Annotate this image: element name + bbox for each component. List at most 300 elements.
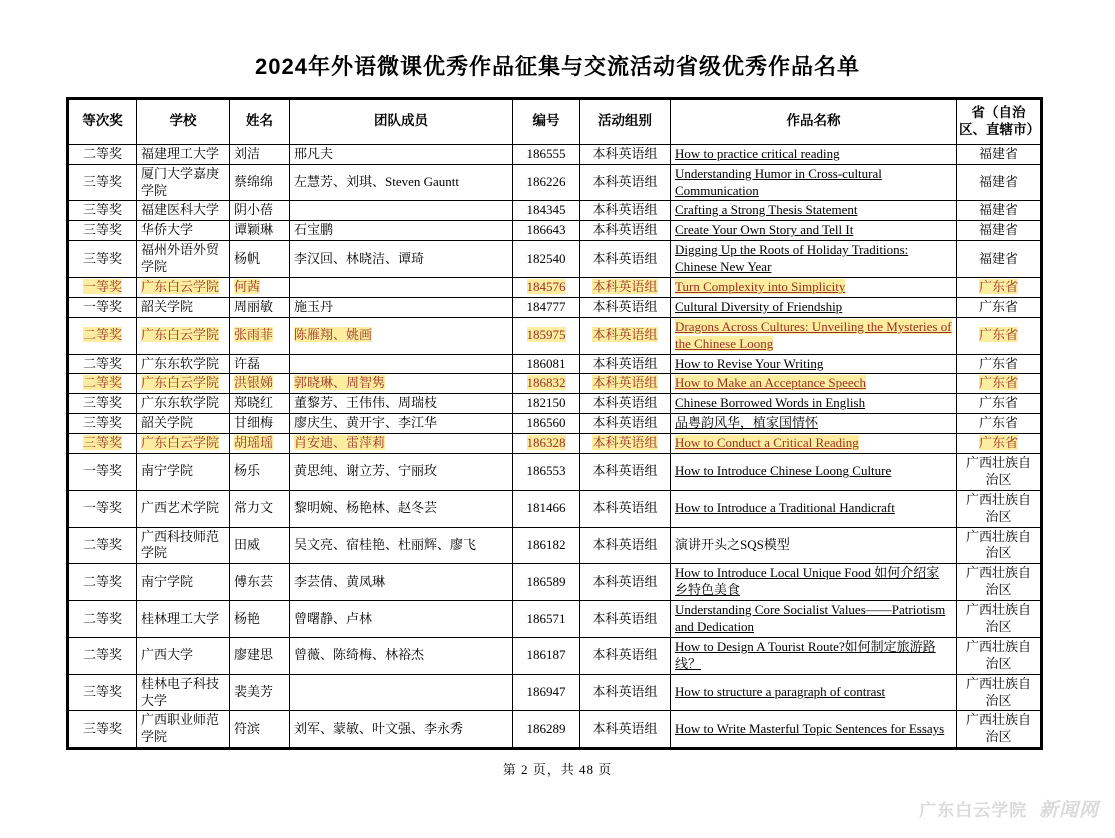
cell-group [580,564,671,601]
cell-work [671,674,957,711]
cell-school [137,241,230,278]
cell-text: 二等奖 [82,537,122,552]
work-title-text: 品粤韵风华，植家国情怀 [675,415,819,431]
cell-id [513,711,580,749]
cell-team [290,490,513,527]
work-title-text: How to Introduce a Traditional Handicraft [675,500,895,516]
cell-group [580,317,671,354]
cell-work [671,414,957,434]
cell-id [513,164,580,201]
cell-text: 184576 [526,278,566,294]
cell-text: 三等奖 [82,250,122,266]
cell-text: 福建省 [978,202,1018,218]
cell-group [580,144,671,164]
cell-text: 广东白云学院 [141,327,220,343]
cell-work [671,454,957,491]
cell-team [290,414,513,434]
cell-school [137,201,230,221]
cell-text: 福州外语外贸学院 [141,242,220,275]
cell-award [68,637,137,674]
cell-award [68,490,137,527]
cell-text: 本科英语组 [592,202,658,218]
cell-province [957,434,1042,454]
cell-school [137,490,230,527]
cell-text: 杨艳 [234,610,261,626]
cell-group [580,454,671,491]
cell-award [68,601,137,638]
cell-work [671,527,957,564]
cell-group [580,201,671,221]
cell-text: 刘洁 [234,145,261,161]
cell-team [290,527,513,564]
table-row [68,317,1042,354]
cell-text: 周丽敏 [234,298,274,314]
cell-group [580,601,671,638]
cell-group [580,711,671,749]
cell-text: 本科英语组 [592,500,658,516]
cell-award [68,221,137,241]
cell-team [290,454,513,491]
cell-school [137,394,230,414]
cell-text: 桂林电子科技大学 [141,675,220,708]
cell-province [957,221,1042,241]
cell-text: 本科英语组 [592,610,658,626]
cell-text: 常力文 [234,500,274,516]
cell-id [513,297,580,317]
cell-id [513,637,580,674]
cell-work [671,637,957,674]
cell-text: 福建省 [978,250,1018,266]
cell-text: 谭颖琳 [234,222,274,238]
cell-text: 广西大学 [141,647,194,663]
cell-award [68,674,137,711]
work-title-text: Chinese Borrowed Words in English [675,395,866,411]
cell-text: 三等奖 [82,202,122,218]
cell-id [513,241,580,278]
header-school: 学校 [137,99,230,145]
cell-group [580,297,671,317]
cell-name [230,317,290,354]
cell-work [671,601,957,638]
cell-text: 182540 [526,250,566,266]
cell-text: 李芸倩、黄凤琳 [294,573,386,589]
cell-text: 186187 [526,647,566,663]
cell-award [68,564,137,601]
cell-team [290,374,513,394]
cell-text: 福建省 [978,174,1018,190]
cell-text: 广东省 [978,415,1018,431]
cell-text: 广西艺术学院 [141,500,220,516]
cell-text: 许磊 [234,355,261,371]
cell-group [580,674,671,711]
cell-text: 本科英语组 [592,250,658,266]
cell-text: 南宁学院 [141,463,194,479]
cell-text: 本科英语组 [592,298,658,314]
header-team: 团队成员 [290,99,513,145]
cell-province [957,277,1042,297]
cell-text: 一等奖 [82,278,122,294]
cell-text: 肖安迪、雷萍莉 [294,435,386,451]
cell-team [290,434,513,454]
table-row [68,297,1042,317]
cell-text: 186182 [526,537,566,552]
cell-award [68,317,137,354]
cell-text: 广东省 [978,435,1018,451]
cell-text: 广东省 [978,375,1018,391]
cell-school [137,277,230,297]
cell-text: 本科英语组 [592,222,658,238]
cell-school [137,164,230,201]
cell-text: 186553 [526,463,566,479]
table-row [68,394,1042,414]
cell-id [513,601,580,638]
table-row [68,144,1042,164]
header-award: 等次奖 [68,99,137,145]
cell-text: 184345 [526,202,566,218]
cell-group [580,221,671,241]
cell-text: 本科英语组 [592,435,658,451]
cell-work [671,164,957,201]
cell-text: 广东省 [978,395,1018,411]
cell-text: 甘细梅 [234,415,274,431]
cell-award [68,297,137,317]
cell-text: 广西职业师范学院 [141,712,220,745]
cell-text: 左慧芳、刘琪、Steven Gauntt [294,174,460,190]
cell-id [513,490,580,527]
cell-province [957,414,1042,434]
cell-text: 广东白云学院 [141,375,220,391]
cell-text: 郑晓红 [234,395,274,411]
cell-work [671,277,957,297]
cell-text: 傅东芸 [234,573,274,589]
cell-text: 本科英语组 [592,278,658,294]
table-header-row [68,99,1042,145]
cell-name [230,144,290,164]
cell-text: 广东省 [978,327,1018,343]
cell-text: 广东东软学院 [141,395,220,411]
cell-team [290,564,513,601]
cell-text: 本科英语组 [592,463,658,479]
cell-school [137,354,230,374]
work-title-text: Create Your Own Story and Tell It [675,222,854,238]
cell-text: 本科英语组 [592,573,658,589]
cell-work [671,297,957,317]
cell-name [230,221,290,241]
cell-team [290,221,513,241]
watermark-news-label: 新闻网 [1038,800,1099,821]
table-row [68,527,1042,564]
table-row [68,674,1042,711]
cell-id [513,394,580,414]
cell-id [513,144,580,164]
table-row [68,564,1042,601]
cell-text: 广西壮族自治区 [965,602,1031,635]
cell-text: 广西科技师范学院 [141,528,220,561]
cell-name [230,354,290,374]
cell-text: 186226 [526,174,566,190]
watermark-site-name: 广东白云学院 [919,801,1028,820]
cell-text: 黎明婉、杨艳林、赵冬芸 [294,500,438,516]
cell-award [68,277,137,297]
table-row [68,601,1042,638]
cell-school [137,221,230,241]
cell-text: 广西壮族自治区 [965,675,1031,708]
cell-team [290,297,513,317]
table-row [68,711,1042,749]
cell-text: 三等奖 [82,415,122,431]
cell-name [230,164,290,201]
cell-text: 石宝鹏 [294,222,334,238]
cell-text: 蔡绵绵 [234,174,274,190]
cell-text: 桂林理工大学 [141,610,220,626]
cell-award [68,454,137,491]
work-title-text: How to structure a paragraph of contrast [675,684,886,700]
cell-school [137,527,230,564]
cell-team [290,354,513,374]
cell-name [230,601,290,638]
work-title-text: Cultural Diversity of Friendship [675,298,843,314]
cell-group [580,527,671,564]
cell-team [290,164,513,201]
cell-text: 二等奖 [82,145,122,161]
table-row [68,454,1042,491]
cell-province [957,164,1042,201]
cell-award [68,201,137,221]
cell-school [137,317,230,354]
cell-group [580,241,671,278]
cell-province [957,711,1042,749]
cell-text: 186832 [526,375,566,391]
cell-name [230,297,290,317]
cell-text: 186571 [526,610,566,626]
cell-province [957,241,1042,278]
cell-award [68,164,137,201]
cell-work [671,241,957,278]
cell-province [957,144,1042,164]
cell-text: 二等奖 [82,647,122,663]
cell-school [137,674,230,711]
cell-text: 三等奖 [82,174,122,190]
cell-work [671,144,957,164]
cell-text: 本科英语组 [592,684,658,700]
cell-text: 182150 [526,395,566,411]
cell-id [513,354,580,374]
cell-work [671,354,957,374]
cell-text: 本科英语组 [592,415,658,431]
cell-text: 一等奖 [82,298,122,314]
cell-name [230,434,290,454]
cell-team [290,277,513,297]
cell-text: 186328 [526,435,566,451]
cell-group [580,374,671,394]
cell-text: 本科英语组 [592,395,658,411]
cell-province [957,297,1042,317]
cell-province [957,674,1042,711]
cell-text: 南宁学院 [141,573,194,589]
header-province: 省（自治区、直辖市） [957,99,1042,145]
cell-text: 二等奖 [82,355,122,371]
cell-award [68,434,137,454]
cell-award [68,354,137,374]
cell-name [230,527,290,564]
cell-school [137,414,230,434]
cell-text: 裴美芳 [234,684,274,700]
cell-team [290,601,513,638]
cell-name [230,201,290,221]
work-title-text: Dragons Across Cultures: Unveiling the Mysteries of the Chinese Loong [675,318,952,351]
table-row [68,374,1042,394]
cell-text: 本科英语组 [592,720,658,736]
work-title-text: Understanding Core Socialist Values——Patriotism and Dedication [675,602,946,635]
cell-text: 福建省 [978,222,1018,238]
cell-text: 福建理工大学 [141,145,220,161]
header-work: 作品名称 [671,99,957,145]
cell-name [230,374,290,394]
cell-text: 杨乐 [234,463,261,479]
cell-text: 一等奖 [82,463,122,479]
cell-text: 本科英语组 [592,537,658,552]
cell-text: 186081 [526,355,566,371]
cell-group [580,354,671,374]
work-title-text: How to Design A Tourist Route?如何制定旅游路线？ [675,638,936,671]
cell-text: 何茜 [234,278,261,294]
cell-team [290,201,513,221]
cell-group [580,394,671,414]
cell-text: 本科英语组 [592,327,658,343]
cell-id [513,414,580,434]
table-row [68,434,1042,454]
cell-text: 邢凡夫 [294,145,334,161]
cell-text: 郭晓琳、周智隽 [294,375,386,391]
cell-text: 186289 [526,720,566,736]
cell-id [513,201,580,221]
awards-table [66,97,1043,750]
table-row [68,164,1042,201]
cell-school [137,637,230,674]
cell-school [137,434,230,454]
table-row [68,201,1042,221]
page-title: 2024年外语微课优秀作品征集与交流活动省级优秀作品名单 [255,54,860,79]
cell-team [290,241,513,278]
cell-province [957,317,1042,354]
work-title-text: Understanding Humor in Cross-cultural Communication [675,165,882,198]
cell-id [513,374,580,394]
cell-award [68,394,137,414]
cell-province [957,527,1042,564]
cell-text: 廖建思 [234,647,274,663]
cell-team [290,637,513,674]
work-title-text: How to practice critical reading [675,145,840,161]
cell-text: 广西壮族自治区 [965,455,1031,487]
cell-award [68,374,137,394]
cell-text: 胡瑶瑶 [234,435,274,451]
cell-text: 186947 [526,684,566,700]
cell-text: 曾曙静、卢林 [294,610,373,626]
cell-text: 吴文亮、宿桂艳、杜丽辉、廖飞 [294,537,477,552]
cell-text: 本科英语组 [592,375,658,391]
cell-text: 韶关学院 [141,298,194,314]
cell-work [671,317,957,354]
cell-team [290,674,513,711]
cell-text: 张雨菲 [234,327,274,343]
cell-text: 华侨大学 [141,222,194,238]
cell-award [68,144,137,164]
cell-text: 186555 [526,145,566,161]
cell-id [513,454,580,491]
cell-text: 二等奖 [82,327,122,343]
cell-text: 本科英语组 [592,174,658,190]
header-id: 编号 [513,99,580,145]
cell-name [230,637,290,674]
work-title-text: How to Write Masterful Topic Sentences for Essays [675,720,945,736]
cell-award [68,527,137,564]
table-row [68,490,1042,527]
cell-text: 一等奖 [82,500,122,516]
work-title-text: Crafting a Strong Thesis Statement [675,202,858,218]
cell-text: 广西壮族自治区 [965,491,1031,524]
cell-text: 广东白云学院 [141,278,220,294]
cell-text: 186643 [526,222,566,238]
cell-work [671,434,957,454]
cell-work [671,374,957,394]
header-name: 姓名 [230,99,290,145]
cell-work [671,201,957,221]
cell-name [230,490,290,527]
cell-text: 本科英语组 [592,145,658,161]
cell-text: 黄思纯、谢立芳、宁丽玫 [294,463,438,479]
cell-work [671,221,957,241]
cell-name [230,414,290,434]
cell-text: 广西壮族自治区 [965,712,1031,745]
cell-team [290,317,513,354]
cell-text: 广西壮族自治区 [965,528,1031,561]
table-row [68,221,1042,241]
cell-school [137,297,230,317]
cell-text: 杨帆 [234,250,261,266]
cell-province [957,454,1042,491]
cell-name [230,454,290,491]
cell-name [230,241,290,278]
cell-text: 广东白云学院 [141,435,220,451]
cell-text: 广东省 [978,298,1018,314]
cell-text: 广东省 [978,278,1018,294]
cell-text: 181466 [526,500,566,516]
cell-text: 三等奖 [82,222,122,238]
cell-group [580,434,671,454]
cell-group [580,637,671,674]
cell-text: 广东省 [978,355,1018,371]
cell-award [68,711,137,749]
cell-text: 185975 [526,327,566,343]
work-title-text: Turn Complexity into Simplicity [675,278,846,294]
cell-name [230,564,290,601]
cell-province [957,564,1042,601]
cell-name [230,711,290,749]
cell-group [580,164,671,201]
cell-province [957,637,1042,674]
cell-work [671,490,957,527]
table-row [68,637,1042,674]
cell-id [513,674,580,711]
work-title-text: How to Introduce Local Unique Food 如何介绍家乡特色美食 [675,565,940,598]
work-title-text: How to Make an Acceptance Speech [675,375,866,391]
cell-text: 廖庆生、黄开宇、李江华 [294,415,438,431]
cell-text: 施玉丹 [294,298,334,314]
cell-team [290,394,513,414]
cell-text: 广东东软学院 [141,355,220,371]
cell-school [137,144,230,164]
cell-id [513,317,580,354]
